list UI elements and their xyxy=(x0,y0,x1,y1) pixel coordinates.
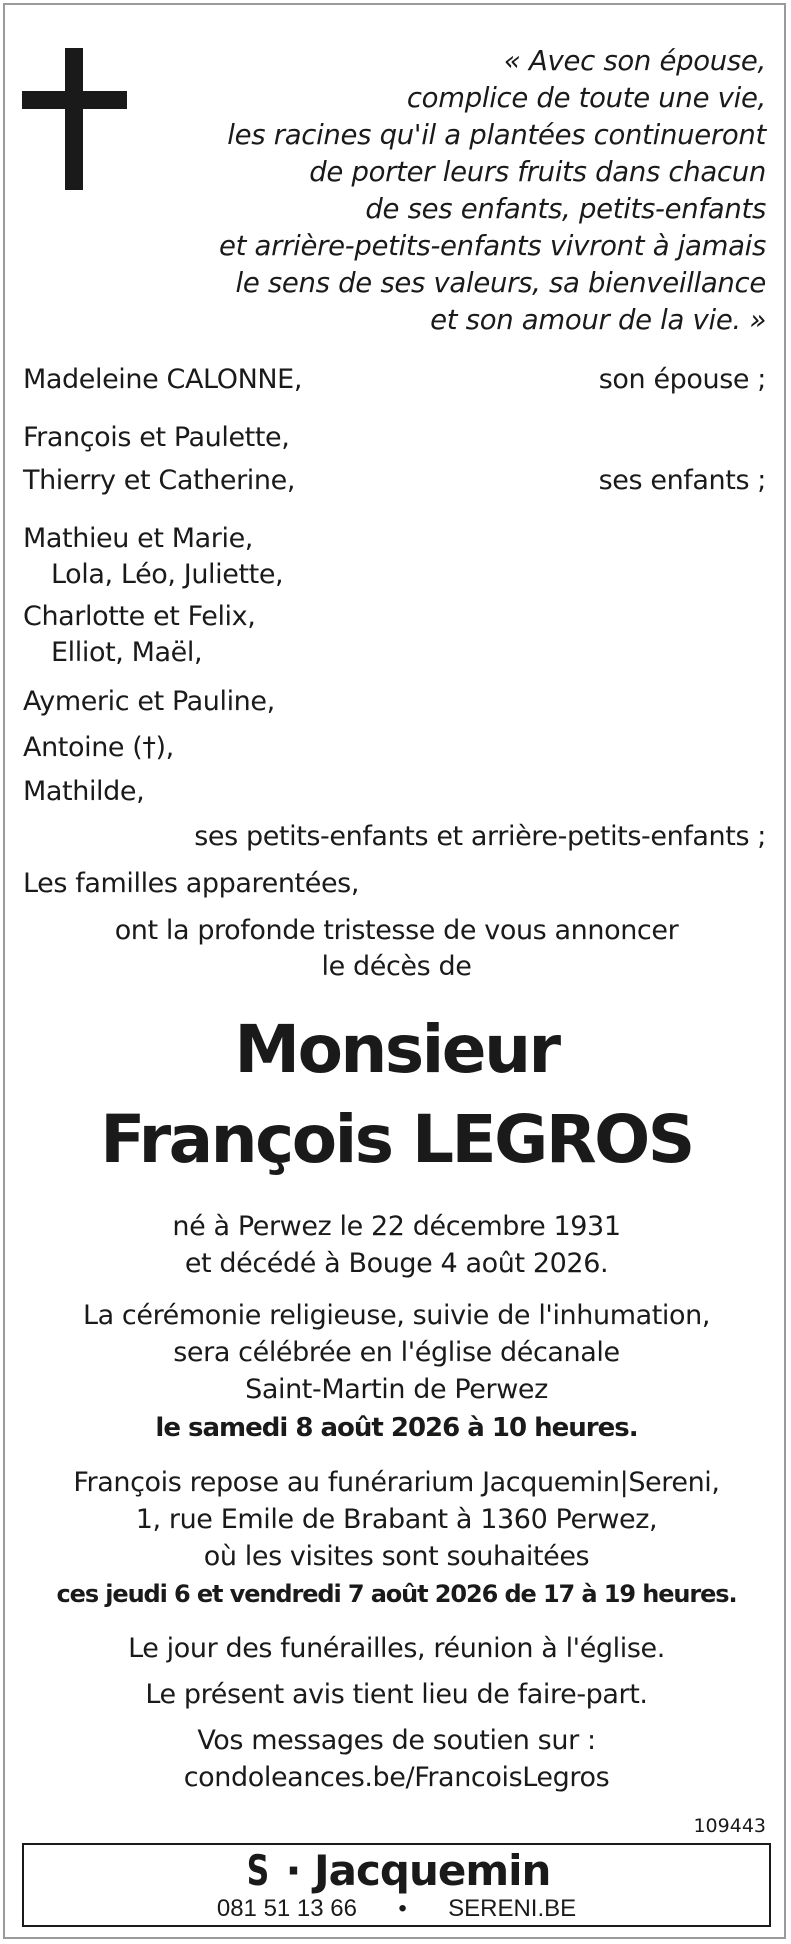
grandchild-name: Aymeric et Pauline, xyxy=(23,686,275,717)
quote-line: le sens de ses valeurs, sa bienveillance xyxy=(235,267,766,299)
obituary-notice xyxy=(3,3,786,1939)
logo-separator: · xyxy=(285,1846,301,1895)
ceremony-line: La cérémonie religieuse, suivie de l'inhumation, xyxy=(82,1300,711,1331)
visit-date: ces jeudi 6 et vendredi 7 août 2026 de 17 à 19 heures. xyxy=(56,1580,737,1608)
ceremony-line: Saint-Martin de Perwez xyxy=(245,1374,548,1405)
ceremony-date: le samedi 8 août 2026 à 10 heures. xyxy=(155,1413,638,1443)
visit-line: François repose au funérarium Jacquemin|Sereni, xyxy=(73,1467,720,1498)
condolences-url: condoleances.be/FrancoisLegros xyxy=(183,1762,610,1793)
ceremony-line: sera célébrée en l'église décanale xyxy=(173,1337,620,1368)
funeral-home-banner xyxy=(22,1843,771,1927)
grandchild-name: Charlotte et Felix, xyxy=(23,601,256,632)
grandchild-name: Mathieu et Marie, xyxy=(23,523,253,554)
visit-line: 1, rue Emile de Brabant à 1360 Perwez, xyxy=(135,1504,658,1535)
great-grandchildren-names: Elliot, Maël, xyxy=(51,637,203,668)
quote-line: de ses enfants, petits-enfants xyxy=(365,193,766,225)
quote-line: et arrière-petits-enfants vivront à jamais xyxy=(219,230,766,262)
reference-number: 109443 xyxy=(693,1815,766,1837)
grandchild-name: Antoine (†), xyxy=(23,732,174,763)
great-grandchildren-names: Lola, Léo, Juliette, xyxy=(51,559,284,590)
child-name: Thierry et Catherine, xyxy=(23,465,296,496)
funeral-home-logo xyxy=(24,1847,769,1895)
cross-icon xyxy=(22,48,127,190)
epitaph-quote xyxy=(219,43,766,339)
logo-mark: S xyxy=(246,1846,269,1895)
spouse-role: son épouse ; xyxy=(598,364,766,395)
announce-line: le décès de xyxy=(321,951,472,982)
relatives: Les familles apparentées, xyxy=(23,868,360,899)
child-name: François et Paulette, xyxy=(23,422,290,453)
death-info: et décédé à Bouge 4 août 2026. xyxy=(184,1248,609,1279)
notice-note: Le présent avis tient lieu de faire-part. xyxy=(145,1679,648,1710)
gathering-note: Le jour des funérailles, réunion à l'église. xyxy=(128,1633,665,1664)
birth-info: né à Perwez le 22 décembre 1931 xyxy=(172,1211,621,1242)
children-role: ses enfants ; xyxy=(598,465,766,496)
quote-line: de porter leurs fruits dans chacun xyxy=(309,156,766,188)
deceased-title: Monsieur xyxy=(234,1011,559,1088)
announce-line: ont la profonde tristesse de vous annoncer xyxy=(114,915,679,946)
quote-line: complice de toute une vie, xyxy=(406,82,766,114)
messages-note: Vos messages de soutien sur : xyxy=(197,1725,596,1756)
quote-line: et son amour de la vie. » xyxy=(430,304,766,336)
grandchildren-role: ses petits-enfants et arrière-petits-enfants ; xyxy=(194,821,766,852)
funeral-home-contact xyxy=(24,1895,769,1923)
bullet-separator: • xyxy=(398,1895,407,1922)
website: SERENI.BE xyxy=(448,1895,577,1922)
spouse-name: Madeleine CALONNE, xyxy=(23,364,303,395)
deceased-name: François LEGROS xyxy=(100,1101,693,1178)
visit-line: où les visites sont souhaitées xyxy=(203,1541,590,1572)
phone-number: 081 51 13 66 xyxy=(216,1895,357,1922)
logo-name: Jacquemin xyxy=(314,1846,551,1895)
grandchild-name: Mathilde, xyxy=(23,776,145,807)
quote-line: « Avec son épouse, xyxy=(503,45,766,77)
quote-line: les racines qu'il a plantées continueront xyxy=(227,119,766,151)
